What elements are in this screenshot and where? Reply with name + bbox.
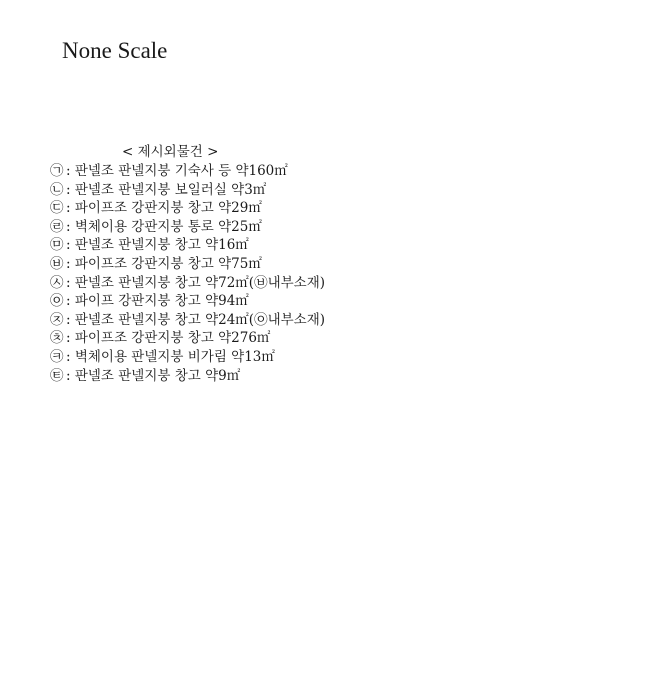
item-marker: ㉪: [50, 348, 64, 365]
item-text: : 판넬조 판넬지붕 창고 약9㎡: [66, 367, 241, 384]
list-item: [50, 311, 325, 330]
item-text: : 파이프조 강판지붕 창고 약75㎡: [66, 255, 262, 272]
item-marker: ㉠: [50, 163, 64, 179]
item-marker: ㉣: [50, 218, 64, 235]
list-item: [50, 274, 325, 293]
item-marker: ㉤: [50, 237, 64, 254]
item-text: : 파이프조 강판지붕 창고 약276㎡: [66, 330, 271, 347]
item-marker: ㉫: [50, 367, 64, 384]
excluded-items-heading: < 제시외물건 >: [122, 144, 219, 160]
list-item: [50, 162, 325, 181]
list-item: [50, 348, 325, 367]
item-marker: ㉨: [50, 311, 64, 328]
item-text: : 파이프조 강판지붕 창고 약29㎡: [66, 200, 262, 217]
list-item: [50, 367, 325, 386]
item-marker: ㉦: [50, 274, 64, 291]
list-item: [50, 181, 325, 200]
item-text: : 판넬조 판넬지붕 창고 약72㎡(㉥내부소재): [66, 274, 325, 291]
scale-label: None Scale: [62, 38, 168, 63]
item-text: : 판넬조 판넬지붕 기숙사 등 약160㎡: [66, 163, 288, 179]
list-item: [50, 255, 325, 274]
item-marker: ㉧: [50, 293, 64, 310]
list-item: [50, 329, 325, 348]
item-text: : 판넬조 판넬지붕 창고 약16㎡: [66, 237, 249, 254]
list-item: [50, 292, 325, 311]
item-text: : 판넬조 판넬지붕 창고 약24㎡(㉧내부소재): [66, 311, 325, 328]
item-text: : 벽체이용 강판지붕 통로 약25㎡: [66, 218, 262, 235]
list-item: [50, 218, 325, 237]
list-item: [50, 199, 325, 218]
item-text: : 판넬조 판넬지붕 보일러실 약3㎡: [66, 181, 267, 198]
excluded-items-list: [50, 162, 325, 385]
excluded-items-block: [50, 143, 325, 385]
item-text: : 파이프 강판지붕 창고 약94㎡: [66, 293, 249, 310]
item-marker: ㉩: [50, 330, 64, 347]
item-marker: ㉥: [50, 255, 64, 272]
list-item: [50, 236, 325, 255]
item-marker: ㉢: [50, 200, 64, 217]
item-marker: ㉡: [50, 181, 64, 198]
item-text: : 벽체이용 판넬지붕 비가림 약13㎡: [66, 348, 275, 365]
